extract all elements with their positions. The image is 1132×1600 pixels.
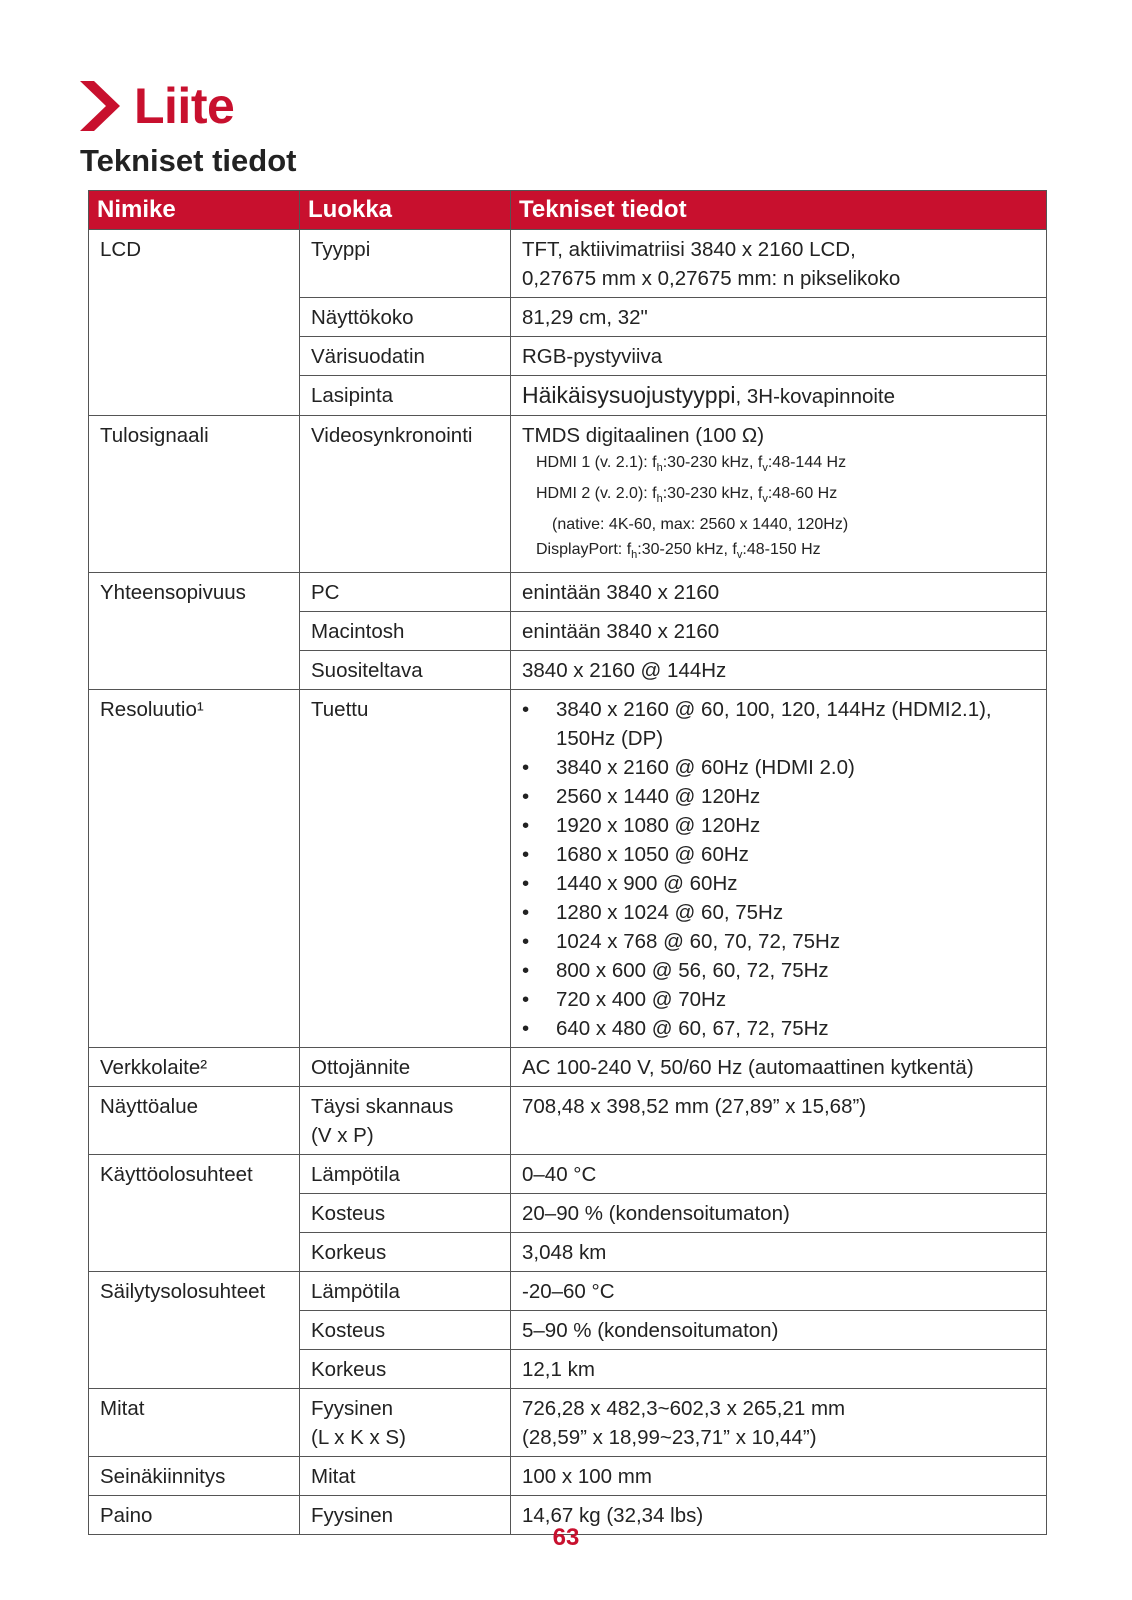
category-line: Täysi skannaus	[311, 1095, 454, 1118]
spec-line: 0,27675 mm x 0,27675 mm: n pikselikoko	[522, 267, 901, 290]
table-row	[89, 416, 1047, 573]
category-cell: Lasipinta	[300, 376, 511, 416]
list-item: • 1920 x 1080 @ 120Hz	[522, 811, 1035, 840]
item-cell: Resoluutio¹	[89, 690, 300, 1048]
category-cell: Kosteus	[300, 1194, 511, 1233]
spec-cell: 81,29 cm, 32"	[511, 298, 1047, 337]
list-item: • 1280 x 1024 @ 60, 75Hz	[522, 898, 1035, 927]
displayport-line: DisplayPort: $f_h:30-250$ kHz, $f_v:48-150$ Hz	[536, 541, 821, 561]
category-cell: Suositeltava	[300, 651, 511, 690]
item-cell: Säilytysolosuhteet	[89, 1272, 300, 1389]
category-cell: Korkeus	[300, 1350, 511, 1389]
spec-cell	[511, 376, 1047, 416]
category-cell: Videosynkronointi	[300, 416, 511, 573]
spec-cell: 3840 x 2160 @ 144Hz	[511, 651, 1047, 690]
category-cell: Lämpötila	[300, 1155, 511, 1194]
spec-cell: 3,048 km	[511, 1233, 1047, 1272]
category-cell: Macintosh	[300, 612, 511, 651]
category-cell: Tuettu	[300, 690, 511, 1048]
glass-type: Häikäisysuojustyyppi	[522, 382, 736, 408]
chevron-right-icon	[80, 81, 120, 131]
section-subtitle: Tekniset tiedot	[80, 143, 297, 178]
category-cell: Tyyppi	[300, 230, 511, 298]
spec-cell: enintään 3840 x 2160	[511, 573, 1047, 612]
category-cell: Kosteus	[300, 1311, 511, 1350]
table-header-row	[89, 191, 1047, 230]
category-cell: Mitat	[300, 1457, 511, 1496]
section-heading	[80, 76, 234, 136]
spec-cell: 100 x 100 mm	[511, 1457, 1047, 1496]
table-row	[89, 1155, 1047, 1194]
spec-cell: 5–90 % (kondensoitumaton)	[511, 1311, 1047, 1350]
table-row	[89, 690, 1047, 1048]
item-cell: Seinäkiinnitys	[89, 1457, 300, 1496]
category-line: (L x K x S)	[311, 1426, 406, 1449]
page-number: 63	[552, 1524, 580, 1551]
list-item: • 3840 x 2160 @ 60, 100, 120, 144Hz (HDMI2.1), 150Hz (DP)	[522, 695, 1035, 753]
resolution-list	[522, 695, 1035, 1043]
table-row	[89, 1048, 1047, 1087]
spec-cell: 12,1 km	[511, 1350, 1047, 1389]
spec-cell: 708,48 x 398,52 mm (27,89” x 15,68”)	[511, 1087, 1047, 1155]
spec-line: TFT, aktiivimatriisi 3840 x 2160 LCD,	[522, 238, 856, 261]
category-cell: Näyttökoko	[300, 298, 511, 337]
spec-cell	[511, 230, 1047, 298]
list-item: • 1024 x 768 @ 60, 70, 72, 75Hz	[522, 927, 1035, 956]
spec-line: 726,28 x 482,3~602,3 x 265,21 mm	[522, 1397, 846, 1420]
list-item: • 720 x 400 @ 70Hz	[522, 985, 1035, 1014]
glass-coating: , 3H-kovapinnoite	[735, 385, 896, 408]
table-row	[89, 230, 1047, 298]
list-item: • 640 x 480 @ 60, 67, 72, 75Hz	[522, 1014, 1035, 1043]
spec-table	[88, 190, 1047, 1535]
spec-cell: RGB-pystyviiva	[511, 337, 1047, 376]
category-cell: Värisuodatin	[300, 337, 511, 376]
spec-cell: 20–90 % (kondensoitumaton)	[511, 1194, 1047, 1233]
page-title: Liite	[134, 78, 235, 134]
header-item: Nimike	[89, 191, 300, 230]
category-cell	[300, 1389, 511, 1457]
list-item: • 2560 x 1440 @ 120Hz	[522, 782, 1035, 811]
item-cell: Käyttöolosuhteet	[89, 1155, 300, 1272]
item-cell: Näyttöalue	[89, 1087, 300, 1155]
table-row	[89, 1457, 1047, 1496]
hdmi1-line: HDMI 1 (v. 2.1): $f_h:30-230$ kHz, $f_v:48-144$ Hz	[536, 454, 847, 474]
category-cell: Fyysinen	[300, 1496, 511, 1535]
category-cell: Korkeus	[300, 1233, 511, 1272]
hdmi2-note: (native: 4K-60, max: 2560 x 1440, 120Hz)	[552, 516, 849, 533]
table-row	[89, 573, 1047, 612]
spec-cell: enintään 3840 x 2160	[511, 612, 1047, 651]
spec-cell	[511, 1389, 1047, 1457]
spec-cell	[511, 416, 1047, 573]
spec-cell: -20–60 °C	[511, 1272, 1047, 1311]
list-item: • 800 x 600 @ 56, 60, 72, 75Hz	[522, 956, 1035, 985]
category-cell: Lämpötila	[300, 1272, 511, 1311]
item-cell: LCD	[89, 230, 300, 416]
table-row	[89, 1272, 1047, 1311]
list-item: • 1440 x 900 @ 60Hz	[522, 869, 1035, 898]
item-cell: Paino	[89, 1496, 300, 1535]
list-item: • 1680 x 1050 @ 60Hz	[522, 840, 1035, 869]
spec-cell: 0–40 °C	[511, 1155, 1047, 1194]
spec-line: (28,59” x 18,99~23,71” x 10,44”)	[522, 1426, 817, 1449]
table-row	[89, 1087, 1047, 1155]
item-cell: Yhteensopivuus	[89, 573, 300, 690]
table-row	[89, 1389, 1047, 1457]
category-line: Fyysinen	[311, 1397, 394, 1420]
header-category: Luokka	[300, 191, 511, 230]
header-spec: Tekniset tiedot	[511, 191, 1047, 230]
spec-cell: AC 100-240 V, 50/60 Hz (automaattinen kytkentä)	[511, 1048, 1047, 1087]
spec-cell	[511, 690, 1047, 1048]
category-cell: Ottojännite	[300, 1048, 511, 1087]
category-cell	[300, 1087, 511, 1155]
category-line: (V x P)	[311, 1124, 374, 1147]
item-cell: Tulosignaali	[89, 416, 300, 573]
category-cell: PC	[300, 573, 511, 612]
list-item: • 3840 x 2160 @ 60Hz (HDMI 2.0)	[522, 753, 1035, 782]
item-cell: Verkkolaite²	[89, 1048, 300, 1087]
item-cell: Mitat	[89, 1389, 300, 1457]
spec-cell: 14,67 kg (32,34 lbs)	[511, 1496, 1047, 1535]
hdmi2-line: HDMI 2 (v. 2.0): $f_h:30-230$ kHz, $f_v:48-60$ Hz	[536, 485, 838, 505]
spec-line: TMDS digitaalinen (100 Ω)	[522, 424, 765, 447]
